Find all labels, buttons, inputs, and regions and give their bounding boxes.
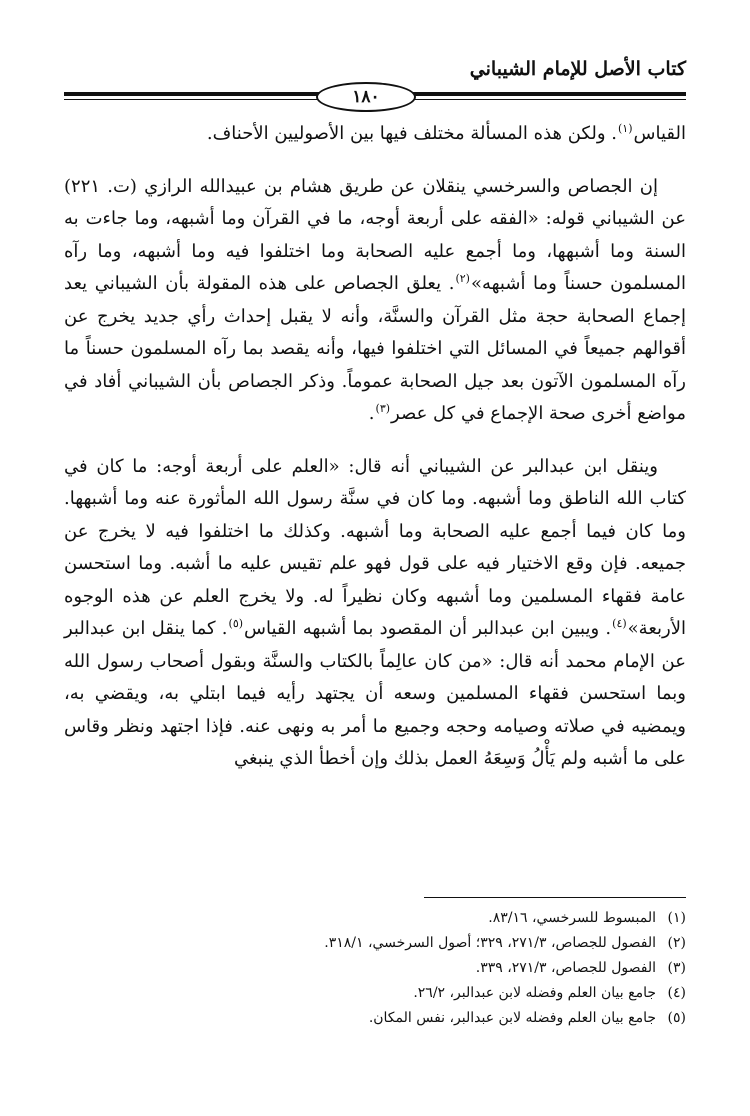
page-number: ١٨٠ <box>316 82 416 112</box>
paragraph-continuation <box>64 118 686 151</box>
paragraph <box>64 451 686 776</box>
text-run: . ولكن هذه المسألة مختلف فيها بين الأصوليين الأحناف. <box>206 123 617 144</box>
footnote-number: (١) <box>667 910 686 926</box>
footnote-number: (٤) <box>667 985 686 1001</box>
text-run: إن الجصاص والسرخسي ينقلان عن طريق هشام بن عبيدالله الرازي (ت. ٢٢١) عن الشيباني قوله: «الفقه على أربعة أوجه، ما في القرآن وما أشبهه، وما جاءت به السنة وما أشبهها، وما أجمع عليه الصحابة وما اختلفوا فيه وما أشبهه، وما رآه المسلمون حسناً وما أشبهه» <box>64 175 687 294</box>
text-run: . <box>368 403 375 424</box>
footnote-text: الفصول للجصاص، ٢٧١/٣، ٣٣٩. <box>475 960 656 976</box>
text-run: وينقل ابن عبدالبر عن الشيباني أنه قال: «العلم على أربعة أوجه: ما كان في كتاب الله الناطق وما أشبهه. وما كان في سنَّة رسول الله المأثورة عنه وما أشبهها. وما كان فيما أجمع عليه الصحابة وما أشبهه. وكذلك ما اختلفوا فيه لا يخرج عن جميعه. فإن وقع الاختيار فيه على قول فهو علم تقيس عليه ما أشبه. وما استحسن عامة فقهاء المسلمين وما أشبهه وكان نظيراً له. ولا يخرج العلم عن هذه الوجوه الأربعة» <box>64 455 686 639</box>
running-title: كتاب الأصل للإمام الشيباني <box>469 58 686 80</box>
text-run: . يعلق الجصاص على هذه المقولة بأن الشيباني يعد إجماع الصحابة حجة مثل القرآن والسنَّة، وأنه لا يقبل إحداث رأي جديد يخرج عن أقوالهم جميعاً في المسائل التي اختلفوا فيها، وأنه يقصد بما رآه المسلمون حسناً ما رآه المسلمون الآتون بعد جيل الصحابة عموماً. وذكر الجصاص بأن الشيباني أفاد في مواضع أخرى صحة الإجماع في كل عصر <box>64 273 686 424</box>
footnote-separator <box>424 897 686 898</box>
footnote-number: (٣) <box>667 960 686 976</box>
footnote-number: (٥) <box>667 1010 686 1026</box>
footnote-text: المبسوط للسرخسي، ٨٣/١٦. <box>488 910 656 926</box>
main-text <box>64 118 686 776</box>
footnote <box>64 906 686 931</box>
text-run: القياس <box>633 123 686 144</box>
paragraph <box>64 171 686 431</box>
footnote-ref: (٣) <box>375 402 391 415</box>
footnote-text: الفصول للجصاص، ٢٧١/٣، ٣٢٩؛ أصول السرخسي، ٣١٨/١. <box>324 935 656 951</box>
footnote <box>64 956 686 981</box>
footnote <box>64 1006 686 1031</box>
footnote-ref: (٤) <box>612 617 627 630</box>
footnote <box>64 981 686 1006</box>
footnote-number: (٢) <box>667 935 686 951</box>
footnote-ref: (٥) <box>228 617 244 630</box>
footnote-text: جامع بيان العلم وفضله لابن عبدالبر، نفس المكان. <box>368 1010 656 1026</box>
text-run: . ويبين ابن عبدالبر أن المقصود بما أشبهه القياس <box>244 618 612 639</box>
text-run: . كما ينقل ابن عبدالبر عن الإمام محمد أنه قال: «من كان عالِماً بالكتاب والسنَّة وبقول أصحاب رسول الله وبما استحسن فقهاء المسلمين وسعه أن يجتهد رأيه فيما ابتلي به، ويقضي به، ويمضيه في صلاته وصيامه وحجه وجميع ما أمر به ونهى عنه. فإذا اجتهد ونظر وقاس على ما أشبه ولم يَأْلُ وَسِعَهُ العمل بذلك وإن أخطأ الذي ينبغي <box>64 618 686 769</box>
footnote-text: جامع بيان العلم وفضله لابن عبدالبر، ٢٦/٢. <box>413 985 656 1001</box>
footnotes <box>64 906 686 1031</box>
footnote-ref: (١) <box>618 122 633 135</box>
footnote <box>64 931 686 956</box>
footnote-ref: (٢) <box>455 272 470 285</box>
